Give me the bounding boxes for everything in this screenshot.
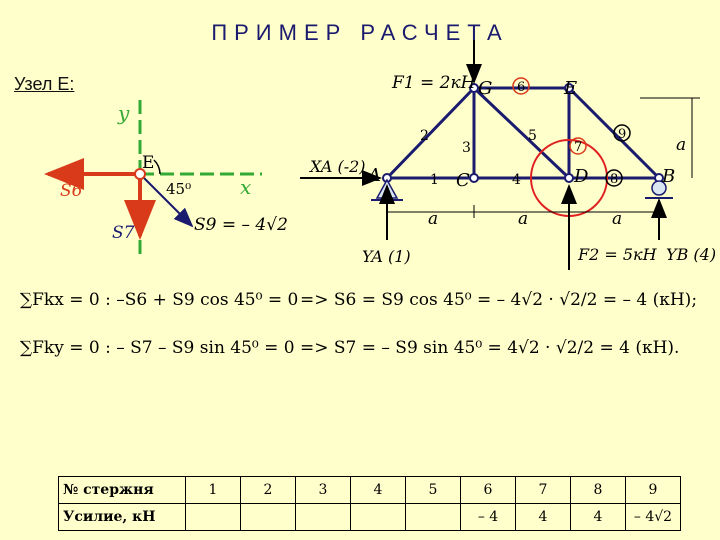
bar-2-label: 2 <box>420 128 429 144</box>
table-value: 4 <box>516 504 571 531</box>
bar-5-label: 5 <box>528 128 537 144</box>
node-a-label: A <box>368 165 381 186</box>
angle-label: 45⁰ <box>166 180 192 198</box>
s7-label: S7 <box>112 223 135 243</box>
node-e-free-body <box>48 100 288 260</box>
load-f1-label: F1 = 2кН <box>392 73 476 93</box>
bar-8-label: 8 <box>610 172 619 187</box>
node-b-label: B <box>662 166 676 187</box>
table-col: 3 <box>296 477 351 504</box>
bar-2 <box>387 88 474 178</box>
y-axis-label: y <box>118 101 130 125</box>
bar-9-label: 9 <box>618 127 627 142</box>
table-value <box>296 504 351 531</box>
angle-arc <box>154 160 160 174</box>
results-table <box>58 476 681 531</box>
node-d <box>565 174 573 182</box>
table-value <box>406 504 461 531</box>
equation-2-left: ∑Fky = 0 : – S7 – S9 sin 45⁰ = 0 <box>20 338 295 358</box>
table-value: – 4 <box>461 504 516 531</box>
table-col: 6 <box>461 477 516 504</box>
table-force-label: Усилие, кН <box>59 504 186 531</box>
table-value <box>186 504 241 531</box>
node-c-label: C <box>456 170 470 191</box>
reaction-xa-label: XA (-2) <box>310 157 366 176</box>
node-g-label: G <box>478 78 493 99</box>
bar-5 <box>474 88 569 178</box>
equation-1-right: => S6 = S9 cos 45⁰ = – 4√2 · √2/2 = – 4 (кН); <box>300 290 698 310</box>
table-col: 1 <box>186 477 241 504</box>
bar-3-label: 3 <box>462 140 471 156</box>
table-value <box>241 504 296 531</box>
s6-label: S6 <box>60 181 83 201</box>
equation-2-right: => S7 = – S9 sin 45⁰ = 4√2 · √2/2 = 4 (кН). <box>300 338 680 358</box>
node-e-label: E <box>142 153 155 173</box>
s9-value: S9 = – 4√2 <box>194 215 288 235</box>
x-axis-label: x <box>240 175 252 199</box>
table-value: – 4√2 <box>626 504 681 531</box>
node-c <box>470 174 478 182</box>
table-col: 7 <box>516 477 571 504</box>
dim-a-3: a <box>612 209 623 229</box>
table-col: 4 <box>351 477 406 504</box>
bar-4-label: 4 <box>512 172 521 188</box>
table-value <box>351 504 406 531</box>
node-e-truss-label: E <box>564 78 578 99</box>
reaction-yb-label: YB (4) <box>666 245 717 264</box>
page-title: ПРИМЕР РАСЧЕТА <box>211 20 509 45</box>
table-col: 5 <box>406 477 461 504</box>
dimension-lines <box>387 98 700 218</box>
table-header-label: № стержня <box>59 477 186 504</box>
table-col: 2 <box>241 477 296 504</box>
dim-a-2: a <box>518 209 529 229</box>
table-col: 9 <box>626 477 681 504</box>
reaction-ya-label: YA (1) <box>362 247 411 266</box>
table-row <box>59 504 681 531</box>
bar-1-label: 1 <box>430 172 439 188</box>
dim-a-1: a <box>428 209 439 229</box>
bar-6-label: 6 <box>517 80 526 95</box>
bar-7-label: 7 <box>574 140 583 155</box>
equation-1-left: ∑Fkx = 0 : –S6 + S9 cos 45⁰ = 0 <box>20 290 299 310</box>
table-col: 8 <box>571 477 626 504</box>
node-d-label: D <box>574 166 589 187</box>
load-f2-label: F2 = 5кН <box>578 245 657 264</box>
table-row <box>59 477 681 504</box>
node-label: Узел E: <box>14 74 75 94</box>
table-value: 4 <box>571 504 626 531</box>
dim-a-4: a <box>676 135 687 155</box>
